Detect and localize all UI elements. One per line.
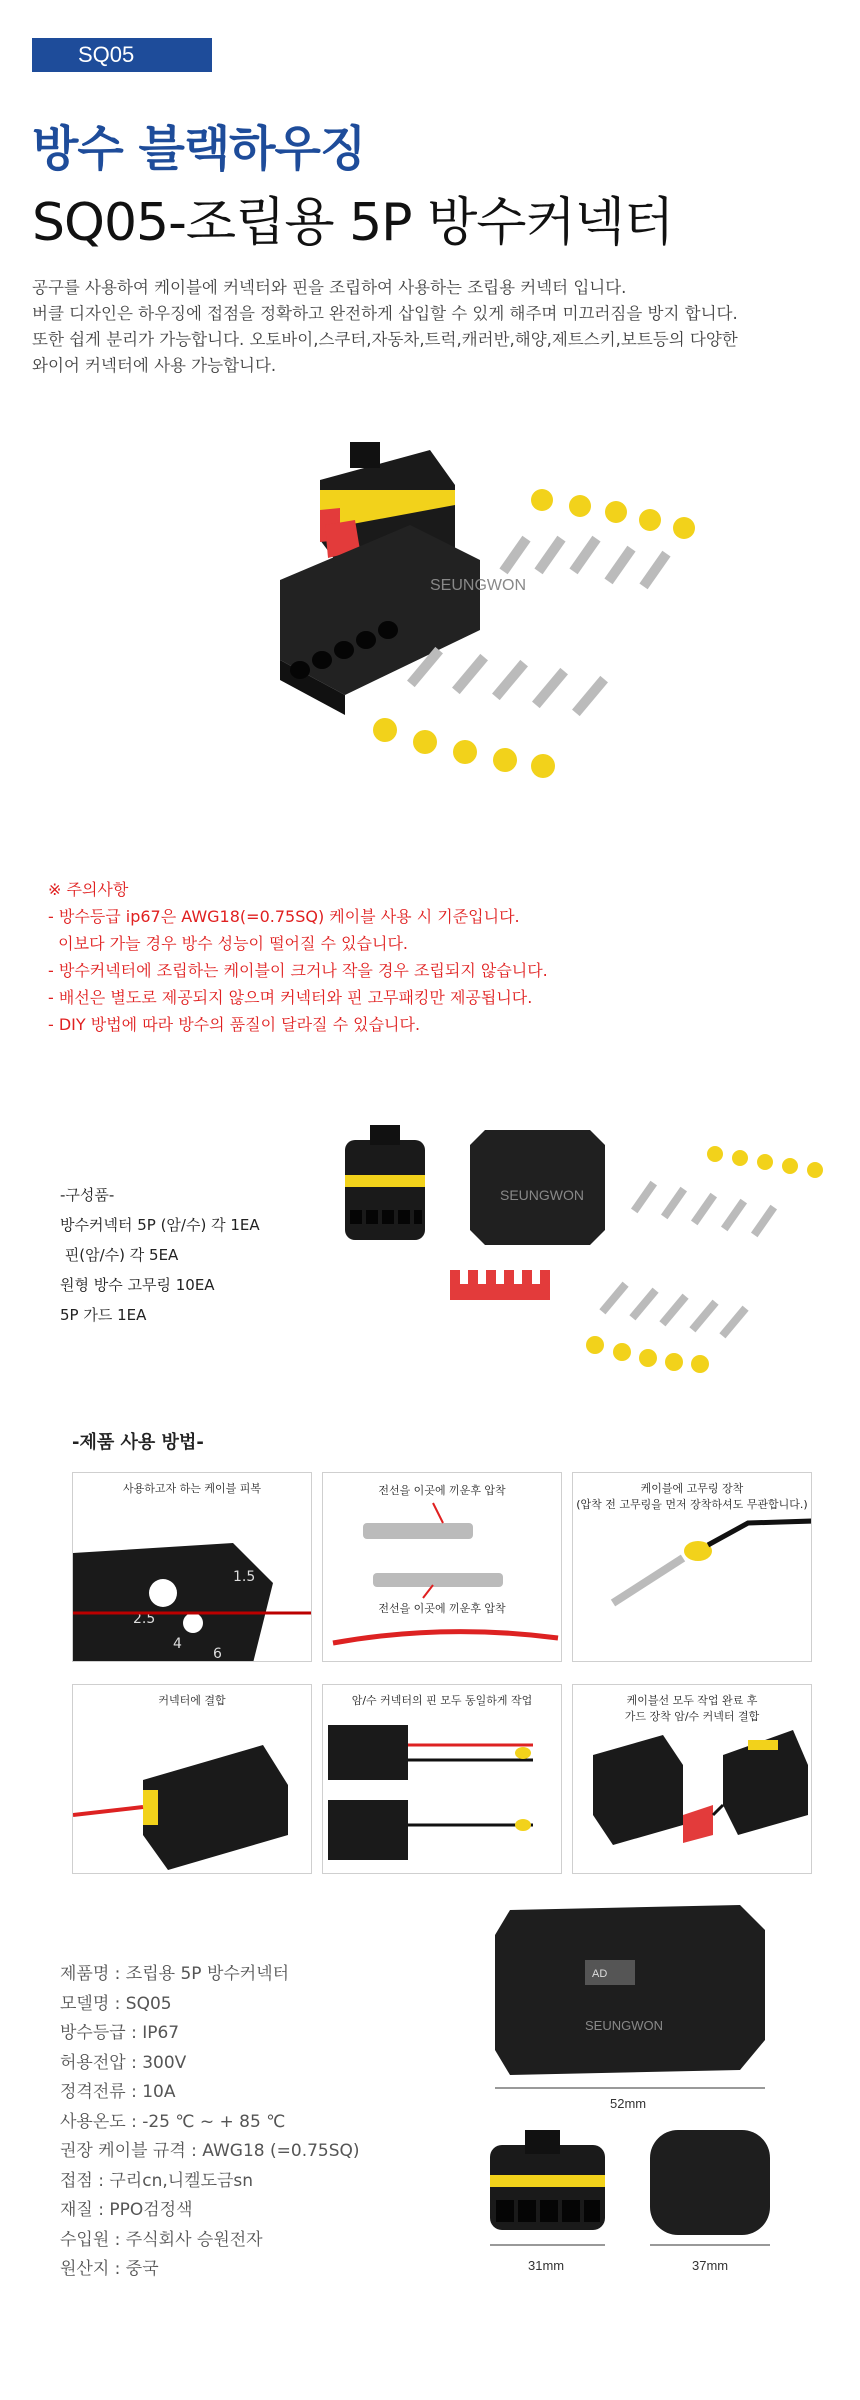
spec-item: 정격전류 : 10A — [60, 2082, 176, 2102]
step-label-b: 전선을 이곳에 끼운후 압착 — [378, 1602, 506, 1615]
female-connector-picture — [345, 1125, 425, 1240]
caution-line: - DIY 방법에 따라 방수의 품질이 달라질 수 있습니다. — [48, 1015, 421, 1034]
howto-step-3 — [572, 1472, 812, 1662]
seals-picture — [586, 1146, 823, 1373]
intro-line: 또한 쉽게 분리가 가능합니다. 오토바이,스쿠터,자동차,트럭,캐러반,해양,제트스키,보트등의 다양한 — [32, 330, 738, 349]
pins-bottom — [407, 647, 608, 716]
step-caption: 암/수 커넥터의 핀 모두 동일하게 작업 — [351, 1694, 533, 1707]
step-caption: 사용하고자 하는 케이블 피복 — [122, 1482, 261, 1495]
crimp-number: 1.5 — [233, 1569, 256, 1585]
spec-item: 수입원 : 주식회사 승원전자 — [60, 2229, 263, 2250]
howto-title: -제품 사용 방법- — [72, 1432, 204, 1453]
watermark: SEUNGWON — [430, 577, 526, 594]
dimension-female: 31mm — [528, 2258, 565, 2273]
hero-product-image — [280, 430, 710, 800]
components-list — [60, 1180, 260, 1330]
spec-item: 권장 케이블 규격 : AWG18 (=0.75SQ) — [60, 2141, 360, 2161]
caution-line: - 배선은 별도로 제공되지 않으며 커넥터와 핀 고무패킹만 제공됩니다. — [48, 988, 533, 1007]
caution-line: 이보다 가늘 경우 방수 성능이 떨어질 수 있습니다. — [48, 934, 408, 953]
spec-item: 사용온도 : -25 ℃ ~ + 85 ℃ — [60, 2111, 286, 2132]
spec-item: 재질 : PPO검정색 — [60, 2200, 193, 2220]
pins-picture — [599, 1181, 777, 1339]
dimension-width: 52mm — [610, 2096, 647, 2111]
page-subtitle: SQ05-조립용 5P 방수커넥터 — [32, 193, 674, 253]
connector-tag: AD — [592, 1968, 608, 1980]
component-item: 5P 가드 1EA — [60, 1306, 147, 1324]
spec-item: 제품명 : 조립용 5P 방수커넥터 — [60, 1964, 290, 1984]
components-image — [320, 1120, 840, 1380]
howto-step-1 — [72, 1472, 312, 1662]
spec-item: 접점 : 구리cn,니켈도금sn — [60, 2170, 254, 2191]
dimension-male: 37mm — [692, 2258, 729, 2273]
intro-text — [32, 275, 832, 379]
spec-item: 원산지 : 중국 — [60, 2259, 159, 2279]
howto-step-6 — [572, 1684, 812, 1874]
guard-picture — [450, 1270, 550, 1300]
step-caption: 커넥터에 결합 — [158, 1694, 226, 1707]
caution-line: - 방수커넥터에 조립하는 케이블이 크거나 작을 경우 조립되지 않습니다. — [48, 961, 548, 980]
step-caption-2: (압착 전 고무링을 먼저 장착하셔도 무관합니다.) — [576, 1498, 808, 1511]
watermark: SEUNGWON — [585, 2018, 663, 2033]
howto-step-5 — [322, 1684, 562, 1874]
caution-line: - 방수등급 ip67은 AWG18(=0.75SQ) 케이블 사용 시 기준입니다. — [48, 907, 520, 926]
male-connector-picture — [280, 525, 480, 715]
page-title: 방수 블랙하우징 — [32, 121, 366, 177]
caution-title: ※ 주의사항 — [48, 880, 129, 899]
crimp-number: 6 — [213, 1646, 222, 1662]
step-caption: 케이블선 모두 작업 완료 후 — [626, 1694, 758, 1707]
howto-step-2 — [322, 1472, 562, 1662]
dimensions-diagram — [480, 1890, 780, 2300]
spec-item: 허용전압 : 300V — [60, 2052, 187, 2073]
spec-item: 방수등급 : IP67 — [60, 2023, 180, 2043]
crimp-number: 2.5 — [133, 1611, 156, 1627]
caution-notes — [48, 876, 548, 1038]
components-title: -구성품- — [60, 1186, 115, 1204]
intro-line: 공구를 사용하여 케이블에 커넥터와 핀을 조립하여 사용하는 조립용 커넥터 입니다. — [32, 278, 627, 297]
step-caption: 케이블에 고무링 장착 — [640, 1482, 744, 1495]
component-item: 방수커넥터 5P (암/수) 각 1EA — [60, 1216, 260, 1234]
component-item: 원형 방수 고무링 10EA — [60, 1276, 215, 1294]
spec-list — [60, 1960, 360, 2285]
seals-top — [531, 489, 695, 539]
step-label-a: 전선을 이곳에 끼운후 압착 — [378, 1484, 506, 1497]
component-item: 핀(암/수) 각 5EA — [60, 1246, 179, 1264]
spec-item: 모델명 : SQ05 — [60, 1993, 172, 2014]
watermark: SEUNGWON — [500, 1187, 584, 1203]
seals-bottom — [373, 718, 555, 778]
step-caption-2: 가드 장착 암/수 커넥터 결합 — [624, 1710, 760, 1723]
intro-line: 버클 디자인은 하우징에 접점을 정확하고 완전하게 삽입할 수 있게 해주며 미끄러짐을 방지 합니다. — [32, 304, 738, 323]
model-badge: SQ05 — [32, 38, 212, 72]
crimp-number: 4 — [173, 1636, 182, 1652]
howto-step-4 — [72, 1684, 312, 1874]
intro-line: 와이어 커넥터에 사용 가능합니다. — [32, 356, 277, 375]
